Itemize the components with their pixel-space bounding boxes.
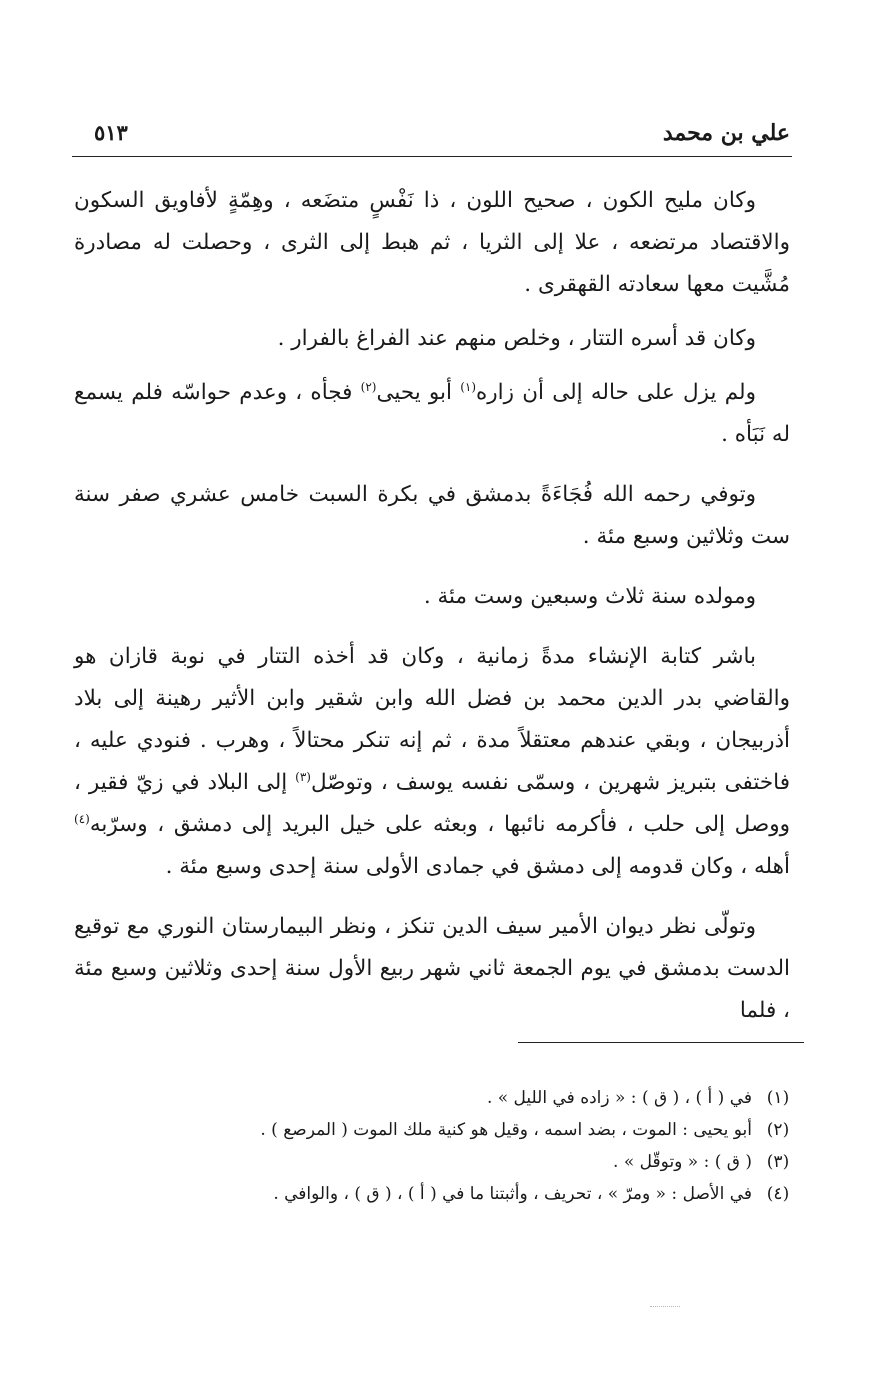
paragraph-3-part-c: فجأه ، وعدم حواسّه فلم يسمع له نَبَأه . (74, 380, 790, 447)
footnote-4 (74, 1178, 804, 1210)
scan-artifact-dots (650, 1306, 680, 1307)
footnote-ref-4: (٤) (74, 811, 90, 826)
paragraph-5: ومولده سنة ثلاث وسبعين وست مئة . (423, 584, 756, 609)
footnote-2 (74, 1114, 804, 1146)
paragraph-6 (74, 636, 790, 888)
paragraph-6-part-b: إلى البلاد في زيّ فقير ، ووصل إلى حلب ، فأكرمه نائبها ، وبعثه على خيل البريد إلى دمشق ، وسرّبه (74, 770, 790, 837)
footnote-text: في الأصل : « ومرّ » ، تحريف ، وأثبتنا ما في ( أ ) ، ( ق ) ، والوافي . (273, 1184, 752, 1204)
footnote-number: (٢) (766, 1120, 790, 1140)
footnote-number: (٣) (766, 1152, 790, 1172)
paragraph-6-part-a: باشر كتابة الإنشاء مدةً زمانية ، وكان قد أخذه التتار في نوبة قازان هو والقاضي بدر الدين محمد بن فضل الله وابن شقير وابن الأثير رهينة إلى بلاد أذربيجان ، وبقي عندهم معتقلاً مدة ، ثم إنه تنكر محتالاً ، وهرب . فنودي عليه ، فاختفى بتبريز شهرين ، وسمّى نفسه يوسف ، وتوصّل (74, 644, 791, 795)
footnote-1 (74, 1082, 804, 1114)
footnote-ref-3: (٣) (295, 769, 311, 784)
paragraph-3-part-b: أبو يحيى (376, 380, 461, 405)
header-title: علي بن محمد (662, 120, 790, 146)
running-header (72, 118, 792, 157)
footnote-ref-1: (١) (460, 379, 477, 394)
footnote-text: ( ق ) : « وتوقّل » . (613, 1152, 752, 1172)
footnote-number: (١) (766, 1088, 790, 1108)
footnote-number: (٤) (766, 1184, 790, 1204)
footnote-3 (74, 1146, 804, 1178)
main-text (74, 180, 790, 1050)
page-number: ٥١٣ (94, 120, 128, 145)
paragraph-7: وتولّى نظر ديوان الأمير سيف الدين تنكز ، ونظر البيمارستان النوري مع توقيع الدست بدمشق في يوم الجمعة ثاني شهر ربيع الأول سنة إحدى وثلاثين وسبع مئة ، فلما (74, 914, 790, 1023)
footnote-text: أبو يحيى : الموت ، بضد اسمه ، وقيل هو كنية ملك الموت ( المرصع ) . (260, 1120, 752, 1140)
paragraph-3 (74, 372, 790, 456)
footnote-text: في ( أ ) ، ( ق ) : « زاده في الليل » . (486, 1088, 752, 1108)
paragraph-1: وكان مليح الكون ، صحيح اللون ، ذا نَفْسٍ متضَعه ، وهِمّةٍ لأفاويق السكون والاقتصاد مرتضعه ، علا إلى الثريا ، ثم هبط إلى الثرى ، وحصلت له مصادرة مُشَّيت معها سعادته القهقرى . (74, 188, 790, 297)
paragraph-4: وتوفي رحمه الله فُجَاءَةً بدمشق في بكرة السبت خامس عشري صفر سنة ست وثلاثين وسبع مئة . (74, 482, 790, 549)
paragraph-2: وكان قد أسره التتار ، وخلص منهم عند الفراغ بالفرار . (277, 326, 756, 351)
paragraph-3-part-a: ولم يزل على حاله إلى أن زاره (476, 380, 756, 405)
footnote-separator (518, 1042, 804, 1043)
footnote-ref-2: (٢) (360, 379, 377, 394)
footnotes (74, 1082, 804, 1210)
paragraph-6-part-c: أهله ، وكان قدومه إلى دمشق في جمادى الأولى سنة إحدى وسبع مئة . (165, 854, 790, 879)
